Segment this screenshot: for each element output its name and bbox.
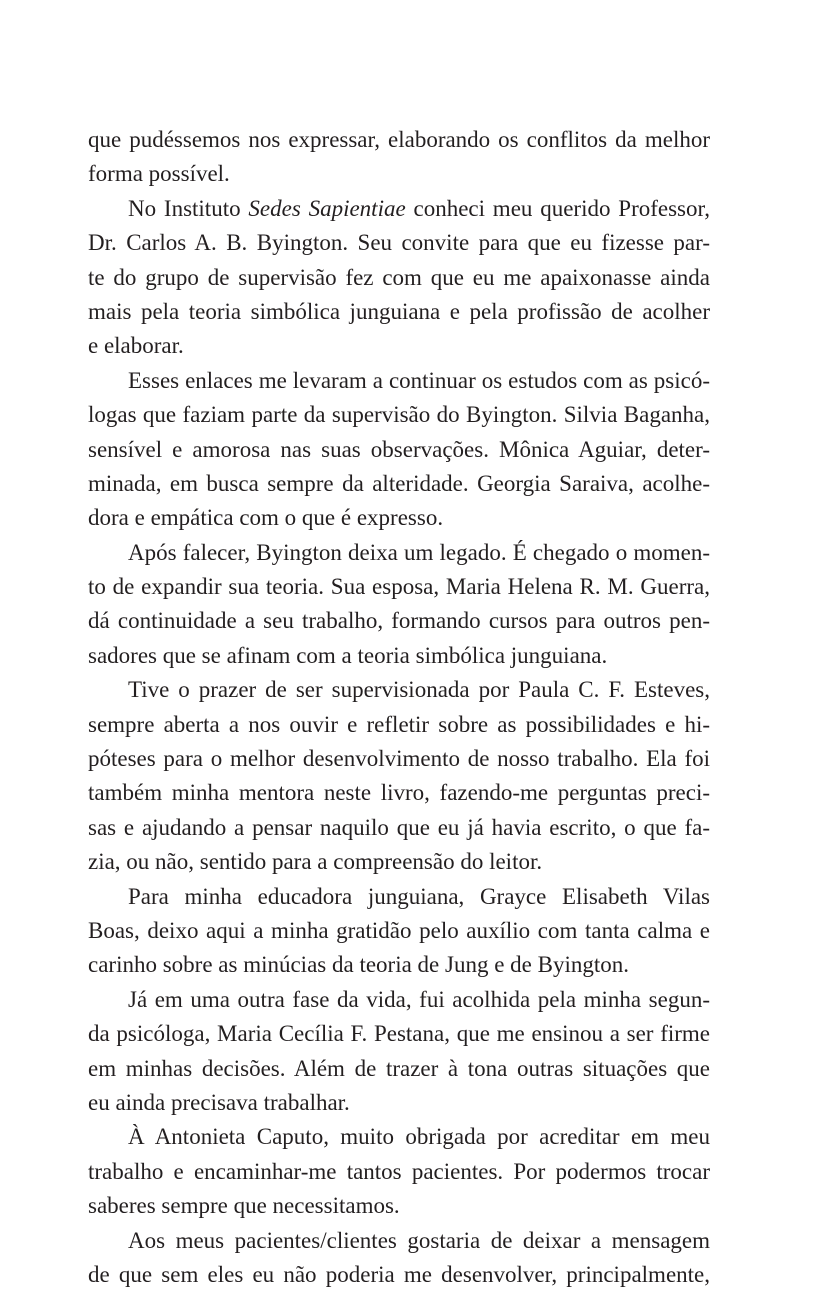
text-line: que pudéssemos nos expressar, elaborando os conflitos da melhor <box>88 123 710 157</box>
paragraph <box>88 123 710 192</box>
text-line: Aos meus pacientes/clientes gostaria de deixar a mensagem <box>88 1224 710 1258</box>
paragraph <box>88 983 710 1121</box>
text-line: dora e empática com o que é expresso. <box>88 501 710 535</box>
text-line: zia, ou não, sentido para a compreensão do leitor. <box>88 845 710 879</box>
text-line: da psicóloga, Maria Cecília F. Pestana, que me ensinou a ser firme <box>88 1017 710 1051</box>
text-line: Dr. Carlos A. B. Byington. Seu convite para que eu fizesse par- <box>88 226 710 260</box>
italic-term: Sedes Sapientiae <box>248 196 405 221</box>
text-line: logas que faziam parte da supervisão do Byington. Silvia Baganha, <box>88 398 710 432</box>
text-line: sadores que se afinam com a teoria simbólica junguiana. <box>88 639 710 673</box>
text-line: Após falecer, Byington deixa um legado. É chegado o momen- <box>88 536 710 570</box>
text-line: de que sem eles eu não poderia me desenvolver, principalmente, <box>88 1258 710 1292</box>
text-line: eu ainda precisava trabalhar. <box>88 1086 710 1120</box>
text-line: Para minha educadora junguiana, Grayce Elisabeth Vilas <box>88 880 710 914</box>
text-line: À Antonieta Caputo, muito obrigada por acreditar em meu <box>88 1120 710 1154</box>
text-line: saberes sempre que necessitamos. <box>88 1189 710 1223</box>
text-line: em minhas decisões. Além de trazer à tona outras situações que <box>88 1052 710 1086</box>
text-line: sempre aberta a nos ouvir e refletir sobre as possibilidades e hi- <box>88 708 710 742</box>
paragraph <box>88 1120 710 1223</box>
text-line: sas e ajudando a pensar naquilo que eu já havia escrito, o que fa- <box>88 811 710 845</box>
paragraph <box>88 536 710 674</box>
text-line: Já em uma outra fase da vida, fui acolhida pela minha segun- <box>88 983 710 1017</box>
text-line: mais pela teoria simbólica junguiana e pela profissão de acolher <box>88 295 710 329</box>
text-line: carinho sobre as minúcias da teoria de Jung e de Byington. <box>88 948 710 982</box>
text-line: trabalho e encaminhar-me tantos pacientes. Por podermos trocar <box>88 1155 710 1189</box>
paragraph <box>88 364 710 536</box>
text-line: te do grupo de supervisão fez com que eu me apaixonasse ainda <box>88 261 710 295</box>
text-line: também minha mentora neste livro, fazendo-me perguntas preci- <box>88 776 710 810</box>
text-line: Tive o prazer de ser supervisionada por Paula C. F. Esteves, <box>88 673 710 707</box>
text-line: Esses enlaces me levaram a continuar os estudos com as psicó- <box>88 364 710 398</box>
text-line: dá continuidade a seu trabalho, formando cursos para outros pen- <box>88 604 710 638</box>
text-line: minada, em busca sempre da alteridade. Georgia Saraiva, acolhe- <box>88 467 710 501</box>
book-page-text <box>88 123 710 1292</box>
text-line: to de expandir sua teoria. Sua esposa, Maria Helena R. M. Guerra, <box>88 570 710 604</box>
paragraph <box>88 880 710 983</box>
text-line: póteses para o melhor desenvolvimento de nosso trabalho. Ela foi <box>88 742 710 776</box>
paragraph <box>88 673 710 879</box>
text-line: sensível e amorosa nas suas observações. Mônica Aguiar, deter- <box>88 433 710 467</box>
paragraph <box>88 1224 710 1292</box>
text-line: No Instituto Sedes Sapientiae conheci meu querido Professor, <box>88 192 710 226</box>
paragraph <box>88 192 710 364</box>
text-line: forma possível. <box>88 157 710 191</box>
text-line: e elaborar. <box>88 329 710 363</box>
text-line: Boas, deixo aqui a minha gratidão pelo auxílio com tanta calma e <box>88 914 710 948</box>
